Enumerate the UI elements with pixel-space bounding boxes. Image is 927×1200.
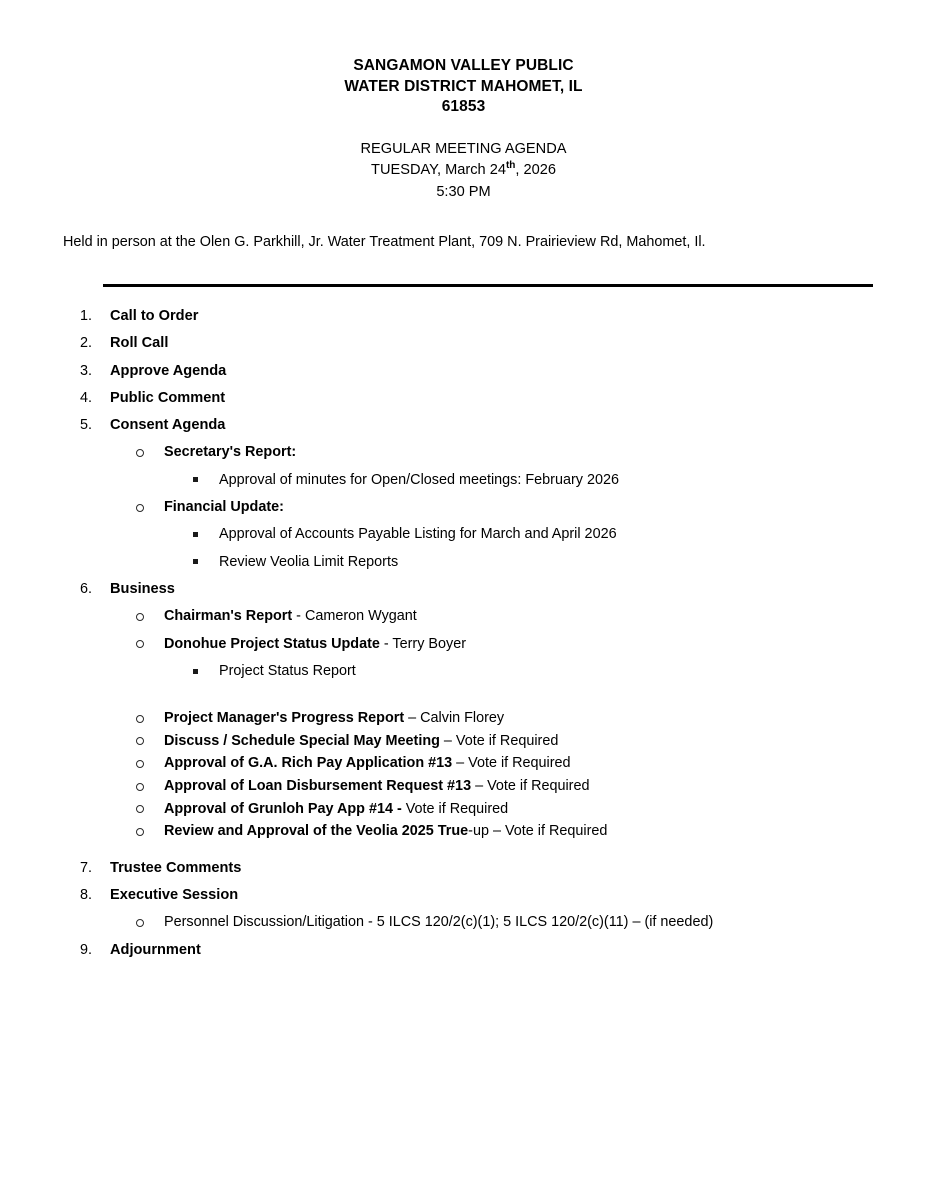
agenda-item-label: Business — [110, 580, 175, 597]
sub-item-label-detail: -up – Vote if Required — [468, 823, 608, 840]
agenda-item-number: 4. — [80, 389, 93, 406]
circle-bullet-icon — [136, 603, 144, 630]
sub-item-secretarys-report — [0, 439, 927, 466]
agenda-item-public-comment — [0, 385, 927, 412]
circle-bullet-icon — [136, 820, 144, 843]
agenda-item-number: 2. — [80, 335, 93, 352]
circle-bullet-icon — [136, 752, 144, 775]
sub-item-label-bold: Approval of Loan Disbursement Request #13 — [164, 777, 472, 794]
agenda-item-number: 6. — [80, 580, 93, 597]
sub-item-chairmans-report — [0, 603, 927, 630]
meeting-info-block — [0, 139, 927, 204]
document-header — [0, 0, 927, 203]
circle-bullet-icon — [136, 909, 144, 936]
sub-item-label-bold: Chairman's Report — [164, 608, 293, 625]
sub-item-personnel-discussion-litigation — [0, 909, 927, 936]
agenda-item-number: 7. — [80, 859, 93, 876]
sub-item-approval-ga-rich-pay-application — [0, 752, 927, 775]
circle-bullet-icon — [136, 775, 144, 798]
sub-item-label: Financial Update: — [164, 499, 284, 516]
sub-item-label-bold: Discuss / Schedule Special May Meeting — [164, 732, 440, 749]
agenda-item-label: Consent Agenda — [110, 417, 226, 434]
sub-item-review-approval-veolia-true-up — [0, 820, 927, 843]
agenda-item-label: Roll Call — [110, 335, 169, 352]
agenda-item-call-to-order — [0, 303, 927, 330]
divider-rule — [103, 284, 873, 287]
meeting-date — [0, 160, 927, 182]
organization-title-line-1: SANGAMON VALLEY PUBLIC — [353, 57, 574, 74]
circle-bullet-icon — [136, 631, 144, 658]
agenda-item-label: Adjournment — [110, 941, 201, 958]
sub-item-label: Project Status Report — [219, 662, 356, 679]
sub-item-label-detail: – Vote if Required — [452, 755, 571, 772]
sub-item-label-detail: – Calvin Florey — [404, 710, 505, 727]
square-bullet-icon — [193, 521, 198, 548]
agenda-item-business — [0, 576, 927, 603]
agenda-list — [0, 303, 927, 964]
sub-item-label-bold: Approval of Grunloh Pay App #14 - — [164, 800, 402, 817]
meeting-date-prefix: TUESDAY, March 24 — [371, 162, 506, 178]
agenda-item-roll-call — [0, 330, 927, 357]
organization-title-line-2: WATER DISTRICT MAHOMET, IL — [344, 77, 583, 95]
circle-bullet-icon — [136, 798, 144, 821]
agenda-item-number: 9. — [80, 941, 93, 958]
sub-item-label: Secretary's Report: — [164, 444, 297, 461]
agenda-item-number: 5. — [80, 417, 93, 434]
sub-item-label-detail: - Terry Boyer — [379, 635, 466, 652]
agenda-item-consent-agenda — [0, 412, 927, 439]
sub-item-approval-of-minutes — [0, 467, 927, 494]
sub-item-discuss-schedule-special-may-meeting — [0, 730, 927, 753]
meeting-location: Held in person at the Olen G. Parkhill, Jr. Water Treatment Plant, 709 N. Prairieview Rd, Mahomet, Il. — [63, 234, 706, 250]
sub-item-label-detail: - Cameron Wygant — [292, 608, 417, 625]
organization-zip-code: 61853 — [441, 98, 486, 115]
square-bullet-icon — [193, 658, 198, 685]
circle-bullet-icon — [136, 439, 144, 466]
sub-item-label: Personnel Discussion/Litigation - 5 ILCS 120/2(c)(1); 5 ILCS 120/2(c)(11) – (if needed) — [164, 914, 714, 931]
meeting-time: 5:30 PM — [436, 183, 491, 200]
meeting-date-year: , 2026 — [515, 162, 556, 178]
agenda-item-label: Trustee Comments — [110, 859, 242, 876]
meeting-date-ordinal-suffix: th — [505, 160, 516, 172]
sub-item-label-detail: – Vote if Required — [439, 732, 559, 749]
agenda-item-label: Call to Order — [110, 308, 199, 324]
agenda-item-label: Public Comment — [110, 389, 226, 406]
agenda-item-number: 8. — [80, 887, 93, 904]
spacer — [0, 843, 927, 855]
agenda-item-executive-session — [0, 882, 927, 909]
sub-item-label-detail: Vote if Required — [401, 800, 509, 817]
sub-item-approval-grunloh-pay-app — [0, 798, 927, 821]
spacer — [0, 685, 927, 707]
square-bullet-icon — [193, 467, 198, 494]
agenda-item-label: Approve Agenda — [110, 362, 227, 379]
sub-item-financial-update — [0, 494, 927, 521]
agenda-item-label: Executive Session — [110, 887, 239, 904]
sub-item-approval-loan-disbursement-request — [0, 775, 927, 798]
agenda-item-number: 1. — [80, 308, 93, 324]
organization-title — [0, 56, 927, 118]
agenda-item-approve-agenda — [0, 358, 927, 385]
sub-item-label: Approval of Accounts Payable Listing for March and April 2026 — [219, 526, 617, 543]
sub-item-donohue-project-status-update — [0, 631, 927, 658]
circle-bullet-icon — [136, 494, 144, 521]
sub-item-review-veolia-limit-reports — [0, 549, 927, 576]
circle-bullet-icon — [136, 707, 144, 730]
sub-item-project-status-report — [0, 658, 927, 685]
sub-item-label: Review Veolia Limit Reports — [219, 553, 399, 570]
header-divider — [103, 284, 873, 287]
sub-item-label-bold: Review and Approval of the Veolia 2025 True — [164, 823, 469, 840]
sub-item-project-managers-progress-report — [0, 707, 927, 730]
sub-item-label-bold: Approval of G.A. Rich Pay Application #13 — [164, 755, 453, 772]
sub-item-label-detail: – Vote if Required — [471, 777, 590, 794]
sub-item-accounts-payable-listing — [0, 521, 927, 548]
agenda-item-trustee-comments — [0, 855, 927, 882]
agenda-item-number: 3. — [80, 362, 93, 379]
sub-item-label-bold: Donohue Project Status Update — [164, 635, 380, 652]
meeting-type: REGULAR MEETING AGENDA — [360, 140, 567, 157]
agenda-item-adjournment — [0, 937, 927, 964]
sub-item-label: Approval of minutes for Open/Closed meetings: February 2026 — [219, 471, 619, 488]
square-bullet-icon — [193, 549, 198, 576]
circle-bullet-icon — [136, 730, 144, 753]
sub-item-label-bold: Project Manager's Progress Report — [164, 710, 405, 727]
